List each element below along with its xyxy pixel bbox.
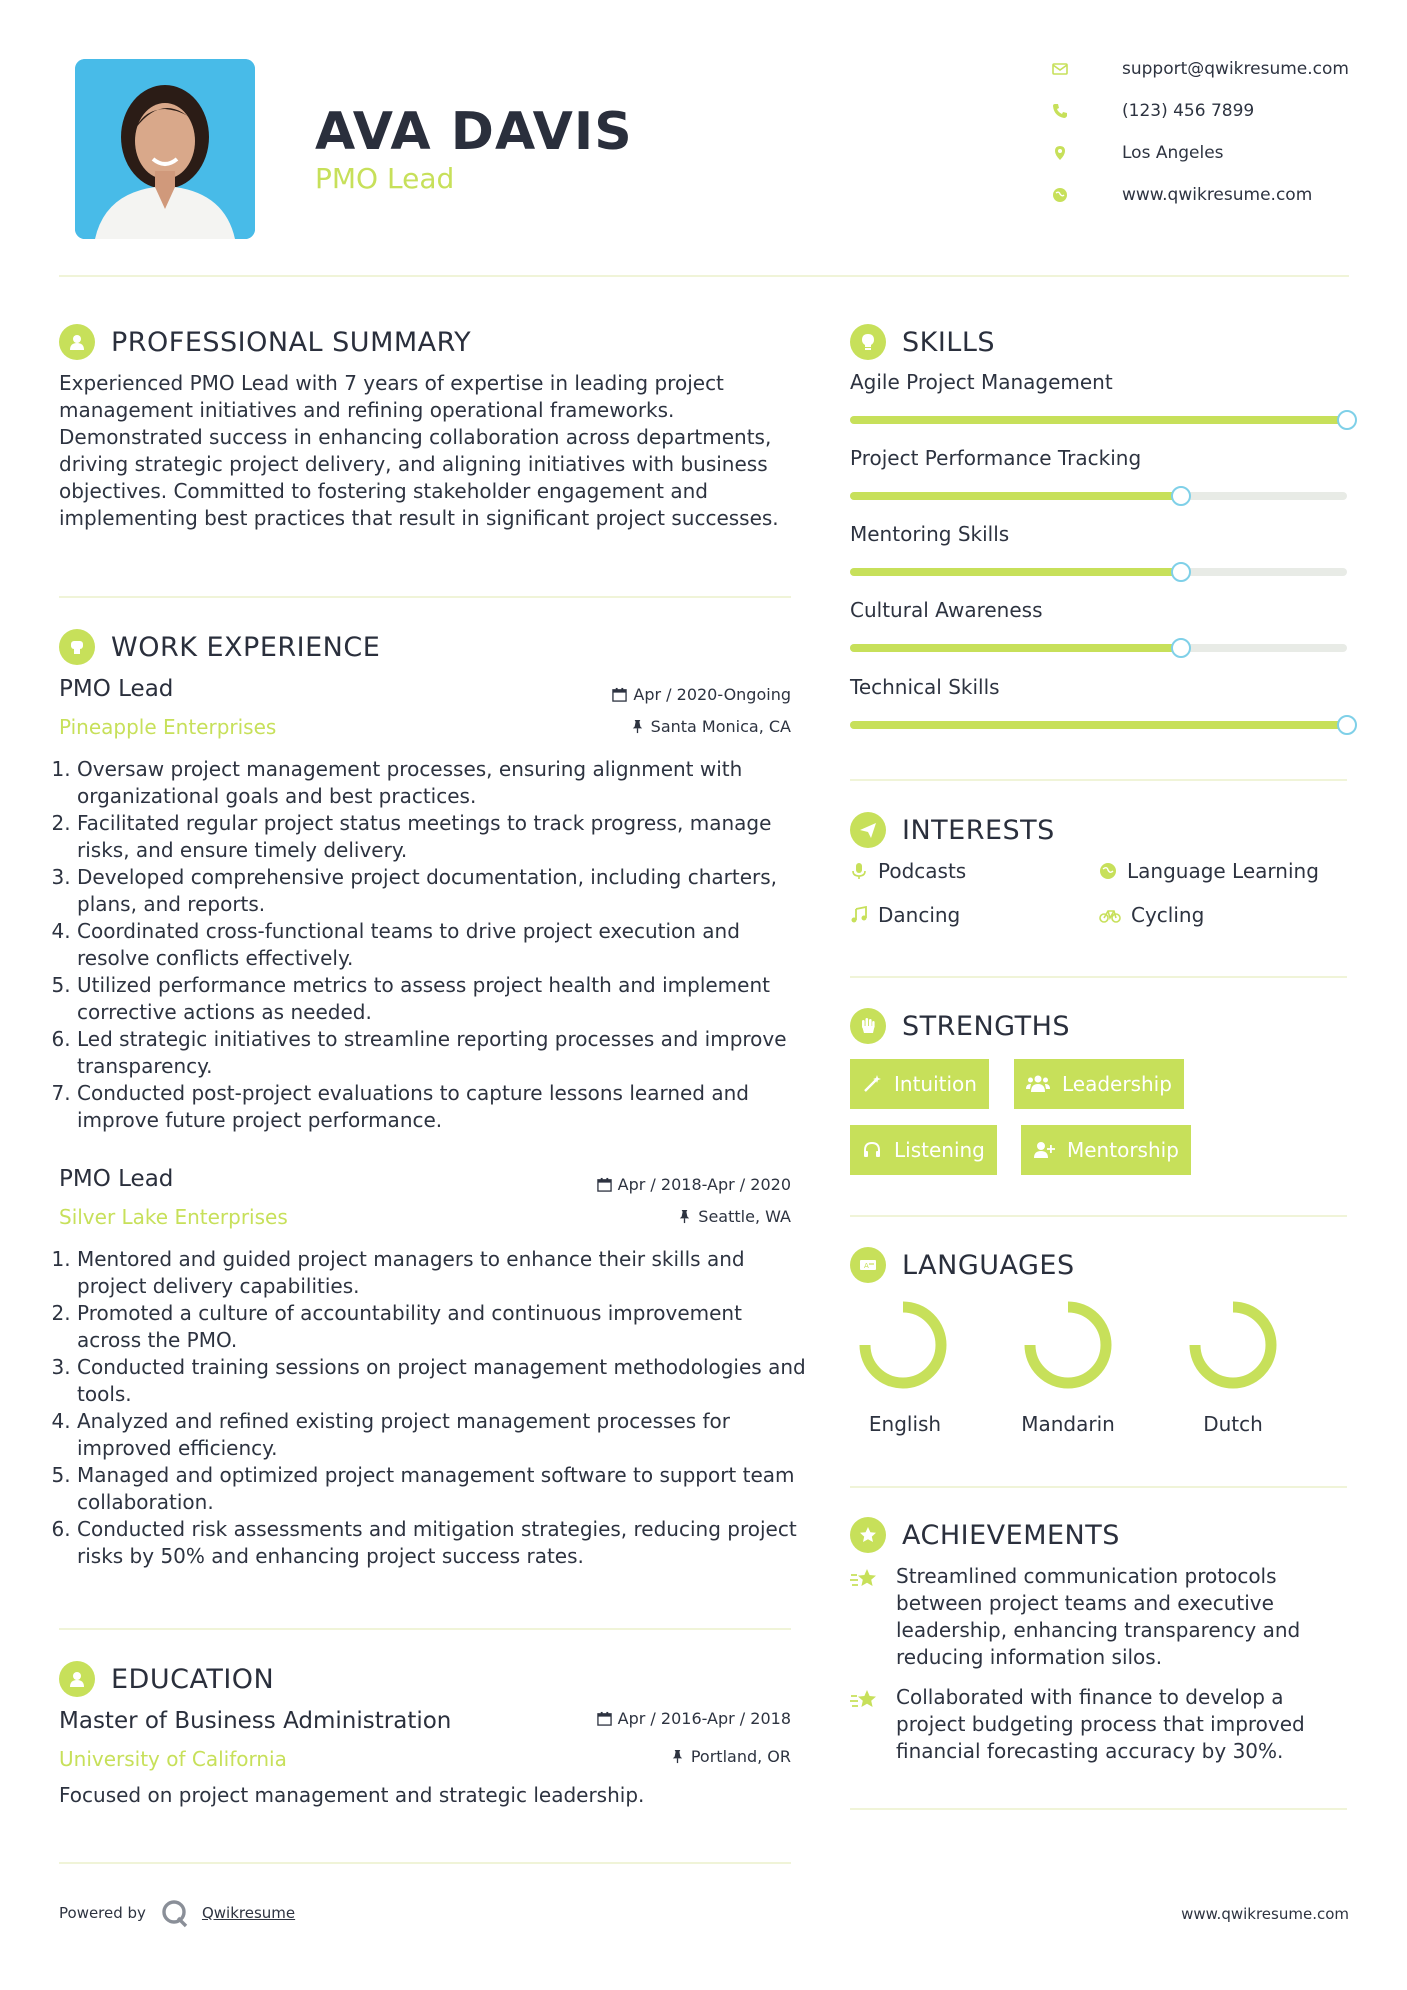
skill-fill (850, 644, 1181, 652)
globe-icon (1099, 862, 1117, 880)
contact-website-text: www.qwikresume.com (1122, 185, 1313, 205)
job-2-dates-text: Apr / 2018-Apr / 2020 (617, 1175, 791, 1194)
hand-icon (850, 1008, 886, 1044)
language-label-mandarin: Mandarin (1021, 1412, 1115, 1436)
lightbulb-icon (850, 324, 886, 360)
skills-title: SKILLS (902, 326, 996, 358)
skill-label-3: Cultural Awareness (850, 598, 1043, 622)
languages-heading (850, 1247, 1075, 1283)
envelope-icon (1052, 61, 1086, 77)
list-item: 4. Coordinated cross-functional teams to drive project execution and resolve conflicts effectively. (77, 918, 809, 972)
map-pin-icon (1052, 145, 1086, 161)
education-location-text: Portland, OR (690, 1747, 791, 1766)
profile-photo (75, 59, 255, 239)
achievement-item (850, 1684, 1347, 1765)
achievement-text: Streamlined communication protocols between project teams and executive leadership, enhancing transparency and reducing information silos. (896, 1564, 1301, 1669)
interest-label: Podcasts (878, 859, 967, 883)
powered-by-text: Powered by (59, 1904, 146, 1922)
list-item: 3. Developed comprehensive project documentation, including charters, plans, and reports. (77, 864, 809, 918)
interest-language-learning (1099, 859, 1319, 883)
user-plus-icon (1033, 1140, 1055, 1160)
education-title: EDUCATION (111, 1663, 275, 1695)
experience-title: WORK EXPERIENCE (111, 631, 381, 663)
education-dates-text: Apr / 2016-Apr / 2018 (617, 1709, 791, 1728)
skill-fill (850, 721, 1347, 729)
skill-knob (1171, 638, 1191, 658)
job-1-title: PMO Lead (59, 676, 174, 702)
job-2-duties (59, 1246, 809, 1570)
list-item: 5. Managed and optimized project management software to support team collaboration. (77, 1462, 809, 1516)
list-item: 4. Analyzed and refined existing project management processes for improved efficiency. (77, 1408, 809, 1462)
skill-fill (850, 492, 1181, 500)
qwikresume-link[interactable]: Qwikresume (201, 1904, 296, 1922)
magic-wand-icon (862, 1074, 882, 1094)
music-icon (850, 906, 868, 924)
achievements-heading (850, 1517, 1120, 1553)
language-ring-arc (1030, 1307, 1106, 1383)
list-item: 7. Conducted post-project evaluations to capture lessons learned and improve future project performance. (77, 1080, 809, 1134)
contact-email[interactable] (1052, 55, 1349, 83)
strengths-title: STRENGTHS (902, 1010, 1071, 1042)
language-label-dutch: Dutch (1203, 1412, 1263, 1436)
contact-email-text: support@qwikresume.com (1122, 59, 1349, 79)
skill-bar-4 (850, 721, 1347, 729)
contact-phone-text: (123) 456 7899 (1122, 101, 1255, 121)
summary-divider (59, 596, 791, 598)
language-icon (850, 1247, 886, 1283)
strength-label: Leadership (1062, 1072, 1172, 1096)
summary-title: PROFESSIONAL SUMMARY (111, 326, 472, 358)
skills-heading (850, 324, 995, 360)
skill-knob (1171, 486, 1191, 506)
education-dates (440, 1709, 791, 1728)
languages-title: LANGUAGES (902, 1249, 1075, 1281)
star-icon (850, 1563, 896, 1671)
bicycle-icon (1099, 906, 1121, 924)
star-badge-icon (850, 1517, 886, 1553)
strength-chip-leadership (1014, 1059, 1184, 1109)
footer-website[interactable]: www.qwikresume.com (1181, 1905, 1349, 1923)
skill-fill (850, 416, 1347, 424)
languages-divider (850, 1486, 1347, 1488)
header-divider (59, 275, 1349, 277)
achievement-item (850, 1563, 1347, 1671)
strength-label: Mentorship (1067, 1138, 1179, 1162)
strengths-divider (850, 1215, 1347, 1217)
skill-bar-3 (850, 644, 1347, 652)
footer-powered-by (59, 1898, 295, 1928)
education-school: University of California (59, 1747, 287, 1771)
pushpin-icon (677, 1209, 692, 1224)
list-item: 1. Oversaw project management processes, ensuring alignment with organizational goals and best practices. (77, 756, 809, 810)
pushpin-icon (630, 719, 645, 734)
interest-dancing (850, 903, 960, 927)
list-item: 6. Led strategic initiatives to streamline reporting processes and improve transparency. (77, 1026, 809, 1080)
contact-location (1052, 139, 1224, 167)
education-description: Focused on project management and strategic leadership. (59, 1783, 645, 1807)
job-1-location-text: Santa Monica, CA (650, 717, 791, 736)
skills-divider (850, 779, 1347, 781)
calendar-icon (612, 687, 627, 702)
job-1-dates (440, 685, 791, 704)
language-ring-mandarin (1021, 1298, 1115, 1392)
calendar-icon (597, 1711, 612, 1726)
skill-bar-1 (850, 492, 1347, 500)
experience-divider (59, 1628, 791, 1630)
headphones-icon (862, 1140, 882, 1160)
contact-phone[interactable] (1052, 97, 1254, 125)
skill-knob (1337, 410, 1357, 430)
list-item: 2. Facilitated regular project status meetings to track progress, manage risks, and ensure timely delivery. (77, 810, 809, 864)
job-2-dates (440, 1175, 791, 1194)
job-2-title: PMO Lead (59, 1166, 174, 1192)
achievements-title: ACHIEVEMENTS (902, 1519, 1120, 1551)
strength-chip-mentorship (1021, 1125, 1191, 1175)
users-icon (1026, 1074, 1050, 1094)
job-1-location (440, 717, 791, 736)
list-item: 6. Conducted risk assessments and mitigation strategies, reducing project risks by 50% and enhancing project success rates. (77, 1516, 809, 1570)
job-1-company: Pineapple Enterprises (59, 715, 277, 739)
achievement-text: Collaborated with finance to develop a project budgeting process that improved financial forecasting accuracy by 30%. (896, 1685, 1305, 1763)
contact-location-text: Los Angeles (1122, 143, 1224, 163)
star-icon (850, 1684, 896, 1765)
paper-plane-icon (850, 812, 886, 848)
job-2-location-text: Seattle, WA (698, 1207, 791, 1226)
language-ring-dutch (1186, 1298, 1280, 1392)
avatar (75, 59, 255, 239)
strength-chip-intuition (850, 1059, 989, 1109)
summary-text: Experienced PMO Lead with 7 years of expertise in leading project management initiatives and refining operational frameworks. Demonstrated success in enhancing collaboration across departments, driving strategic project delivery, and aligning initiatives with business objectives. Committed to fostering stakeholder engagement and implementing best practices that result in significant project successes. (59, 371, 779, 530)
job-1-duties (59, 756, 809, 1134)
job-1-dates-text: Apr / 2020-Ongoing (633, 685, 791, 704)
phone-icon (1052, 103, 1086, 119)
job-2-company: Silver Lake Enterprises (59, 1205, 288, 1229)
interest-label: Cycling (1131, 903, 1205, 927)
interests-heading (850, 812, 1055, 848)
skill-knob (1337, 715, 1357, 735)
language-ring-arc (1195, 1307, 1271, 1383)
interest-label: Language Learning (1127, 859, 1319, 883)
language-label-english: English (868, 1412, 942, 1436)
skill-label-4: Technical Skills (850, 675, 1000, 699)
interests-title: INTERESTS (902, 814, 1055, 846)
contact-website[interactable] (1052, 181, 1312, 209)
interest-label: Dancing (878, 903, 961, 927)
achievements-divider (850, 1808, 1347, 1810)
interest-podcasts (850, 859, 966, 883)
strength-label: Listening (894, 1138, 985, 1162)
briefcase-icon (59, 629, 95, 665)
microphone-icon (850, 862, 868, 880)
list-item: 1. Mentored and guided project managers to enhance their skills and project delivery capabilities. (77, 1246, 809, 1300)
language-ring-arc (865, 1307, 941, 1383)
strength-label: Intuition (894, 1072, 977, 1096)
list-item: 3. Conducted training sessions on project management methodologies and tools. (77, 1354, 809, 1408)
skill-knob (1171, 562, 1191, 582)
education-heading (59, 1661, 274, 1697)
skill-bar-2 (850, 568, 1347, 576)
globe-icon (1052, 187, 1086, 203)
strengths-heading (850, 1008, 1070, 1044)
skill-label-0: Agile Project Management (850, 370, 1113, 394)
job-2-location (440, 1207, 791, 1226)
user-icon (59, 324, 95, 360)
experience-heading (59, 629, 380, 665)
candidate-name: AVA DAVIS (315, 102, 633, 162)
pushpin-icon (670, 1749, 685, 1764)
list-item: 2. Promoted a culture of accountability and continuous improvement across the PMO. (77, 1300, 809, 1354)
skill-label-2: Mentoring Skills (850, 522, 1010, 546)
strength-chip-listening (850, 1125, 997, 1175)
qwikresume-logo-icon (160, 1898, 190, 1928)
language-ring-english (856, 1298, 950, 1392)
candidate-role: PMO Lead (315, 162, 455, 195)
skill-label-1: Project Performance Tracking (850, 446, 1142, 470)
interests-divider (850, 976, 1347, 978)
skill-bar-0 (850, 416, 1347, 424)
summary-heading (59, 324, 471, 360)
education-degree: Master of Business Administration (59, 1708, 452, 1734)
calendar-icon (597, 1177, 612, 1192)
education-divider (59, 1862, 791, 1864)
skill-fill (850, 568, 1181, 576)
languages-list (850, 1298, 1347, 1436)
graduate-icon (59, 1661, 95, 1697)
svg-text:A: A (864, 1262, 869, 1270)
education-location (440, 1747, 791, 1766)
interest-cycling (1099, 903, 1204, 927)
list-item: 5. Utilized performance metrics to assess project health and implement corrective actions as needed. (77, 972, 809, 1026)
